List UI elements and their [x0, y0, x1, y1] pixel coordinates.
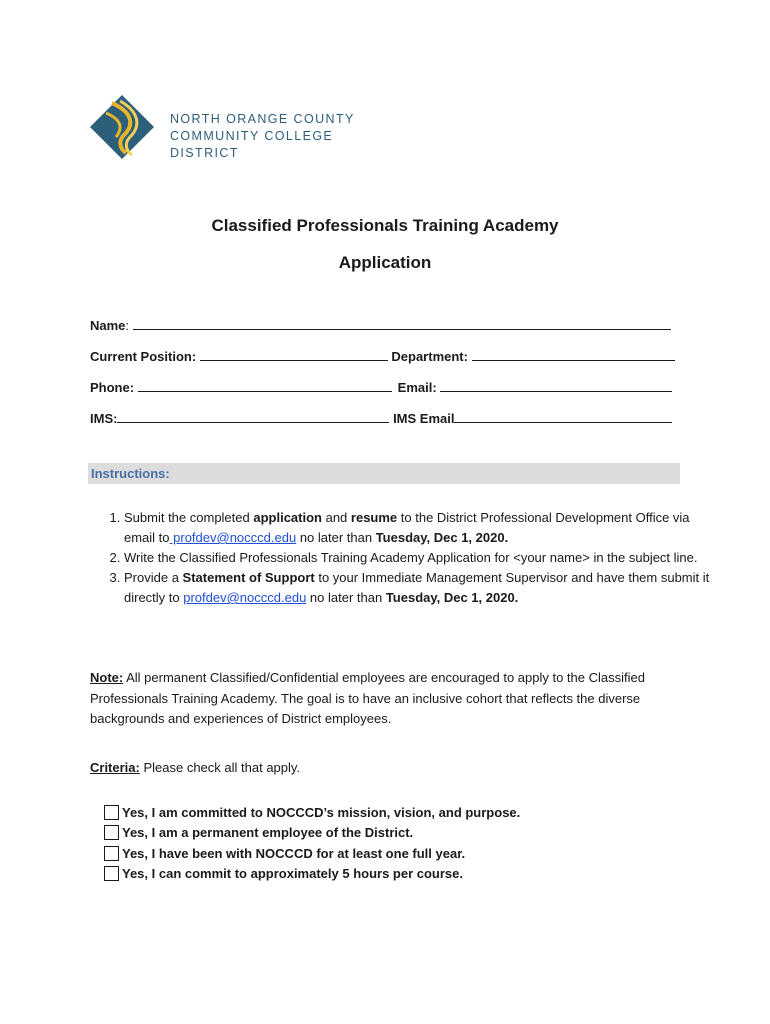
ims-field-row — [90, 409, 672, 426]
name-input-line[interactable] — [133, 316, 671, 330]
instruction-step-2 — [124, 548, 714, 568]
phone-label: Phone: — [90, 380, 138, 395]
district-logo-icon — [90, 93, 160, 161]
step-3-text-c: to your Immediate Management Supervisor and have them submit it directly to — [124, 570, 710, 605]
position-label: Current Position: — [90, 349, 200, 364]
step-1-text-f: no later than — [296, 530, 376, 545]
step-1-application: application — [253, 510, 322, 525]
step-3-deadline: Tuesday, Dec 1, 2020. — [385, 590, 519, 605]
checkbox[interactable] — [104, 866, 119, 881]
ims-email-label: IMS Email — [389, 411, 455, 426]
district-logo — [90, 93, 390, 161]
note-text: All permanent Classified/Confidential employees are encouraged to apply to the Classified Professionals Training Academy. The goal is to have an inclusive cohort that reflects the diverse backgrounds and experiences of District employees. — [90, 670, 645, 726]
step-3-text-d: no later than — [306, 590, 386, 605]
criteria-item-label: Yes, I have been with NOCCCD for at least one full year. — [122, 845, 466, 861]
step-1-text-a: Submit the completed — [124, 510, 254, 525]
checkbox[interactable] — [104, 805, 119, 820]
ims-label: IMS: — [90, 411, 118, 426]
instruction-step-3 — [124, 568, 714, 608]
step-1-text-e: to the District Professional Development Office via email to — [124, 510, 690, 545]
criteria-item-label: Yes, I can commit to approximately 5 hours per course. — [122, 866, 464, 882]
criteria-line — [90, 760, 300, 775]
criteria-item-label: Yes, I am committed to NOCCCD’s mission, vision, and purpose. — [122, 804, 521, 820]
district-name — [170, 111, 390, 162]
step-2-text: Write the Classified Professionals Training Academy Application for <your name> in the subject line. — [124, 550, 698, 565]
criteria-item — [104, 802, 520, 823]
email-label: Email: — [397, 380, 441, 395]
criteria-item — [104, 823, 520, 844]
criteria-label: Criteria: — [90, 760, 140, 775]
email-input-line[interactable] — [440, 378, 672, 392]
department-input-line[interactable] — [472, 347, 675, 361]
step-1-resume: resume — [350, 510, 398, 525]
step-3-text-a: Provide a — [124, 570, 183, 585]
name-colon: : — [125, 318, 133, 333]
checkbox[interactable] — [104, 846, 119, 861]
position-field-row — [90, 347, 675, 364]
instructions-heading-bar — [88, 463, 680, 484]
name-label: Name — [90, 318, 126, 333]
step-3-statement: Statement of Support — [182, 570, 315, 585]
name-field-row — [90, 316, 671, 333]
department-label: Department: — [387, 349, 472, 364]
note-label: Note: — [90, 670, 124, 685]
criteria-text: Please check all that apply. — [139, 760, 301, 775]
position-input-line[interactable] — [200, 347, 388, 361]
page-title: Classified Professionals Training Academy — [211, 216, 559, 235]
instructions-list — [88, 508, 714, 608]
instructions-heading: Instructions: — [91, 466, 170, 481]
criteria-item — [104, 843, 520, 864]
criteria-item-label: Yes, I am a permanent employee of the District. — [122, 825, 414, 841]
phone-input-line[interactable] — [138, 378, 392, 392]
step-3-email-link[interactable]: profdev@nocccd.edu — [183, 590, 307, 605]
ims-input-line[interactable] — [117, 409, 389, 423]
district-name-line2: COMMUNITY COLLEGE DISTRICT — [170, 129, 334, 160]
ims-email-input-line[interactable] — [454, 409, 672, 423]
phone-field-row — [90, 378, 672, 395]
checkbox[interactable] — [104, 825, 119, 840]
step-1-email-link[interactable]: profdev@nocccd.edu — [169, 530, 297, 545]
criteria-checklist — [104, 802, 520, 884]
district-name-line1: NORTH ORANGE COUNTY — [170, 112, 355, 126]
page-subtitle: Application — [338, 253, 432, 272]
criteria-item — [104, 864, 520, 885]
note-paragraph — [90, 668, 680, 730]
instruction-step-1 — [124, 508, 714, 548]
step-1-text-c: and — [321, 510, 351, 525]
step-1-deadline: Tuesday, Dec 1, 2020. — [375, 530, 509, 545]
